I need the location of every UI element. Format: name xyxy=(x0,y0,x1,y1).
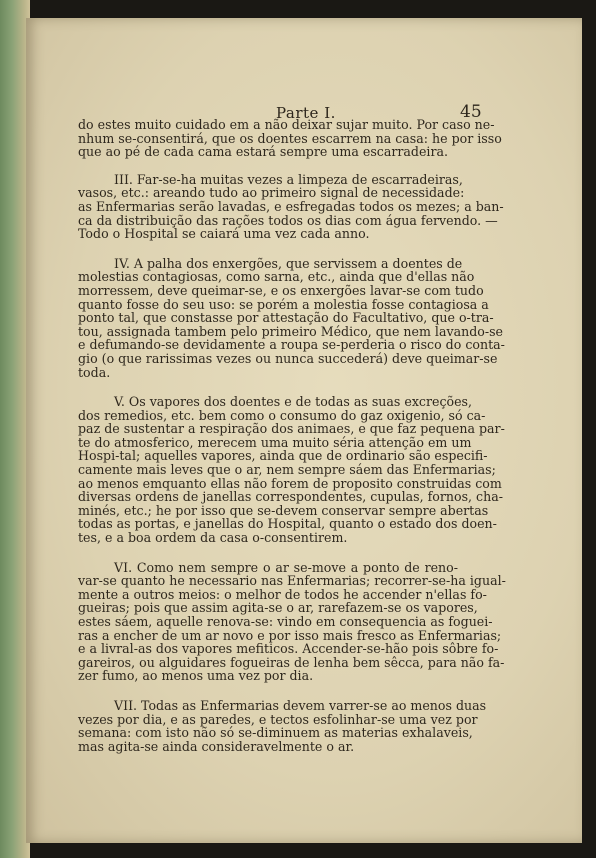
text-line: as Enfermarias serão lavadas, e esfregadas todos os mezes; a ban- xyxy=(78,198,504,214)
page-number: 45 xyxy=(460,102,482,122)
text-line: vasos, etc.: areando tudo ao primeiro signal de necessidade: xyxy=(78,185,465,201)
text-line: gareiros, ou alguidares fogueiras de lenha bem sêcca, para não fa- xyxy=(78,654,505,670)
paragraph-p-vii xyxy=(78,697,487,754)
text-line: ras a encher de um ar novo e por isso mais fresco as Enfermarias; xyxy=(78,627,502,643)
text-line: molestias contagiosas, como sarna, etc., ainda que d'ellas não xyxy=(78,269,475,285)
text-line: ponto tal, que constasse por attestação do Facultativo, que o-tra- xyxy=(78,310,494,326)
text-line: paz de sustentar a respiração dos animaes, e que faz pequena par- xyxy=(78,421,505,437)
text-line: mente a outros meios: o melhor de todos he accender n'ellas fo- xyxy=(78,586,487,602)
text-line: gueiras; pois que assim agita-se o ar, rarefazem-se os vapores, xyxy=(78,600,478,616)
text-line: ca da distribuição das rações todos os dias com água fervendo. — xyxy=(78,212,498,228)
text-line: Todo o Hospital se caiará uma vez cada anno. xyxy=(78,226,370,242)
text-line: camente mais leves que o ar, nem sempre sáem das Enfermarias; xyxy=(78,462,496,478)
paragraph-p-vi xyxy=(78,559,506,684)
text-line: semana: com isto não só se-diminuem as materias exhalaveis, xyxy=(78,725,473,741)
text-line: morressem, deve queimar-se, e os enxergões lavar-se com tudo xyxy=(78,282,484,298)
text-line: te do atmosferico, merecem uma muito séria attenção em um xyxy=(78,434,472,450)
text-line: todas as portas, e janellas do Hospital, quanto o estado dos doen- xyxy=(78,516,497,532)
text-line: V. Os vapores dos doentes e de todas as suas excreções, xyxy=(114,394,473,410)
paragraph-p-v xyxy=(78,394,505,546)
paragraph-p-iv xyxy=(78,255,505,380)
text-line: nhum se-consentirá, que os doentes escarrem na casa: he por isso xyxy=(78,130,502,146)
text-line: zer fumo, ao menos uma vez por dia. xyxy=(78,668,314,684)
text-line: var-se quanto he necessario nas Enfermarias; recorrer-se-ha igual- xyxy=(78,573,506,589)
text-line: tes, e a boa ordem da casa o-consentirem. xyxy=(78,530,348,546)
text-line: III. Far-se-ha muitas vezes a limpeza de escarradeiras, xyxy=(114,171,463,187)
text-line: VII. Todas as Enfermarias devem varrer-se ao menos duas xyxy=(114,697,487,713)
text-line: dos remedios, etc. bem como o consumo do gaz oxigenio, só ca- xyxy=(78,407,486,423)
text-line: Hospi-tal; aquelles vapores, ainda que de ordinario são especifi- xyxy=(78,448,488,464)
text-line: minés, etc.; he por isso que se-devem conservar sempre abertas xyxy=(78,502,489,518)
text-line: VI. Como nem sempre o ar se-move a ponto de reno- xyxy=(114,559,458,575)
text-line: IV. A palha dos enxergões, que servissem a doentes de xyxy=(114,255,463,271)
paragraph-p-iii xyxy=(78,171,504,242)
paragraph-p-cont xyxy=(78,117,502,160)
text-line: que ao pé de cada cama estará sempre uma escarradeira. xyxy=(78,144,448,160)
running-head: Parte I. xyxy=(276,104,336,122)
text-line: ao menos emquanto ellas não forem de proposito construidas com xyxy=(78,475,502,491)
text-line: estes sáem, aquelle renova-se: vindo em consequencia as foguei- xyxy=(78,614,493,629)
text-line: e defumando-se devidamente a roupa se-perderia o risco do conta- xyxy=(78,337,505,353)
text-line: toda. xyxy=(78,364,111,380)
text-line: e a livral-as dos vapores mefiticos. Accender-se-hão pois sôbre fo- xyxy=(78,641,499,657)
text-line: quanto fosse do seu uso: se porém a molestia fosse contagiosa a xyxy=(78,296,489,312)
text-line: gio (o que rarissimas vezes ou nunca succederá) deve queimar-se xyxy=(78,350,498,366)
text-line: do estes muito cuidado em a não deixar sujar muito. Por caso ne- xyxy=(78,117,495,132)
text-line: diversas ordens de janellas correspondentes, cupulas, fornos, cha- xyxy=(78,489,503,505)
text-line: tou, assignada tambem pelo primeiro Médico, que nem lavando-se xyxy=(78,323,504,339)
text-line: mas agita-se ainda consideravelmente o ar. xyxy=(78,738,355,754)
text-line: vezes por dia, e as paredes, e tectos esfolinhar-se uma vez por xyxy=(78,711,478,727)
body-text xyxy=(78,117,506,769)
